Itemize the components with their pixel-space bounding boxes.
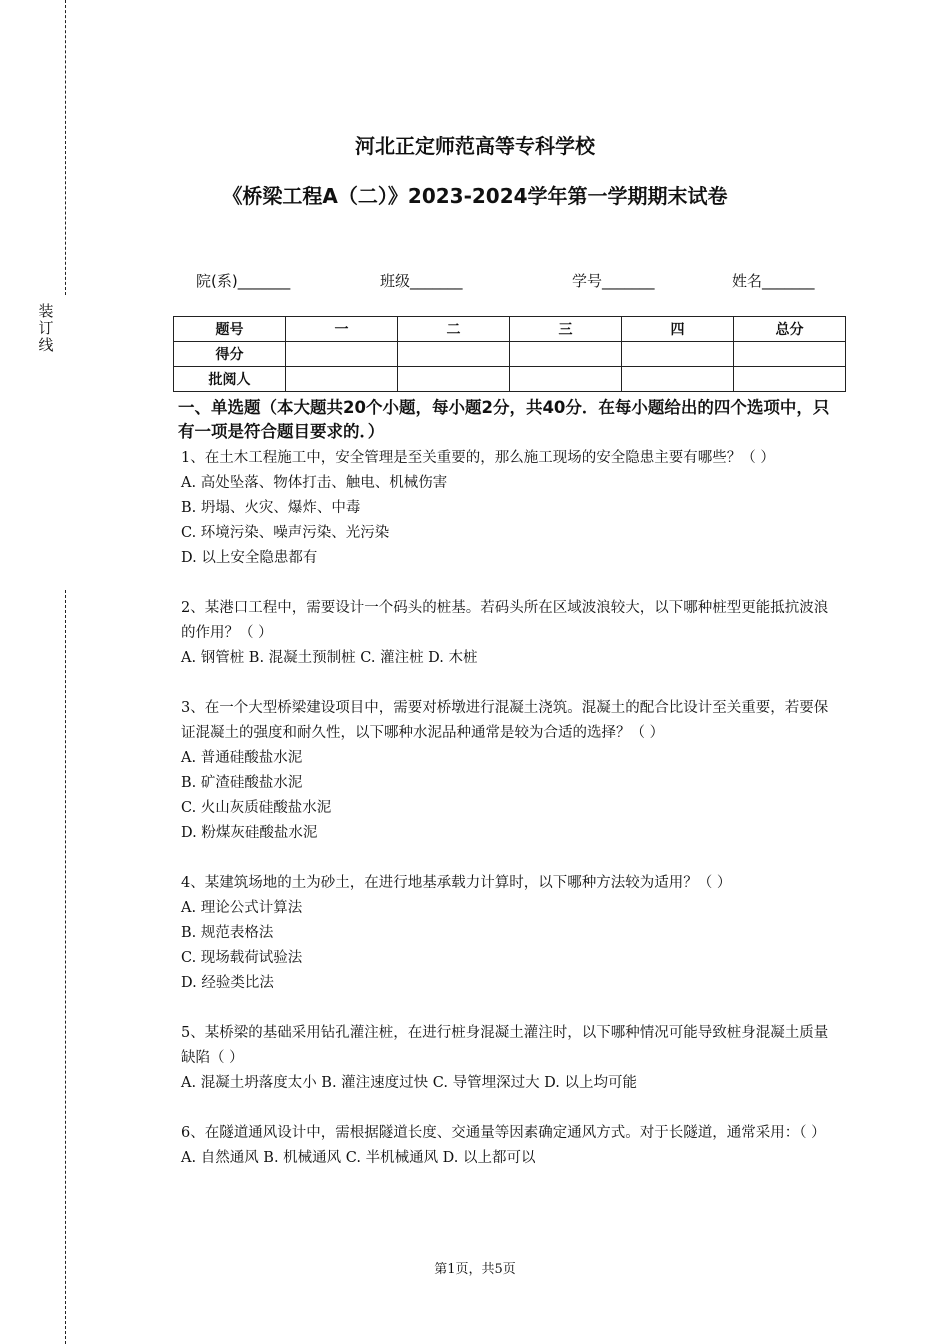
question-stem: 3、在一个大型桥梁建设项目中，需要对桥墩进行混凝土浇筑。混凝土的配合比设计至关重要，若要保证混凝土的强度和耐久性，以下哪种水泥品种通常是较为合适的选择？（ ） bbox=[181, 700, 829, 741]
section-single-choice bbox=[178, 396, 841, 1196]
question-2 bbox=[181, 596, 841, 671]
score-cell bbox=[510, 342, 622, 367]
class-field: 班级_______ bbox=[380, 272, 463, 290]
question-stem: 2、某港口工程中，需要设计一个码头的桩基。若码头所在区域波浪较大，以下哪种桩型更能抵抗波浪的作用？（ ） bbox=[181, 600, 829, 641]
question-5 bbox=[181, 1021, 841, 1096]
section-heading: 一、单选题（本大题共20个小题，每小题2分，共40分．在每小题给出的四个选项中，只有一项是符合题目要求的．） bbox=[178, 398, 830, 441]
grader-cell bbox=[734, 367, 846, 392]
score-cell bbox=[286, 342, 398, 367]
score-table-header: 一 bbox=[286, 317, 398, 342]
score-table-header: 三 bbox=[510, 317, 622, 342]
score-row-label: 得分 bbox=[174, 342, 286, 367]
question-3 bbox=[181, 696, 841, 846]
question-options-inline: A. 自然通风 B. 机械通风 C. 半机械通风 D. 以上都可以 bbox=[181, 1150, 536, 1166]
question-4 bbox=[181, 871, 841, 996]
question-stem: 5、某桥梁的基础采用钻孔灌注桩，在进行桩身混凝土灌注时，以下哪种情况可能导致桩身混凝土质量缺陷（ ） bbox=[181, 1025, 829, 1066]
question-stem: 1、在土木工程施工中，安全管理是至关重要的，那么施工现场的安全隐患主要有哪些？（ ） bbox=[181, 450, 775, 466]
score-cell bbox=[622, 342, 734, 367]
question-option: B. 规范表格法 bbox=[181, 925, 274, 941]
score-table bbox=[173, 316, 846, 392]
exam-title: 《桥梁工程A（二）》2023-2024学年第一学期期末试卷 bbox=[222, 184, 728, 208]
student-id-field: 学号_______ bbox=[572, 272, 655, 290]
grader-cell bbox=[398, 367, 510, 392]
grader-cell bbox=[510, 367, 622, 392]
question-option: A. 高处坠落、物体打击、触电、机械伤害 bbox=[181, 475, 448, 491]
question-stem: 4、某建筑场地的土为砂土，在进行地基承载力计算时，以下哪种方法较为适用？（ ） bbox=[181, 875, 732, 891]
question-option: D. 经验类比法 bbox=[181, 975, 274, 991]
question-option: D. 以上安全隐患都有 bbox=[181, 550, 318, 566]
question-option: C. 火山灰质硅酸盐水泥 bbox=[181, 800, 332, 816]
grader-cell bbox=[622, 367, 734, 392]
question-option: A. 普通硅酸盐水泥 bbox=[181, 750, 303, 766]
question-1 bbox=[181, 446, 841, 571]
question-options-inline: A. 钢管桩 B. 混凝土预制桩 C. 灌注桩 D. 木桩 bbox=[181, 650, 478, 666]
score-cell bbox=[398, 342, 510, 367]
grader-row bbox=[174, 367, 846, 392]
name-field: 姓名_______ bbox=[732, 272, 815, 290]
page-footer: 第1页，共5页 bbox=[434, 1262, 516, 1277]
question-option: B. 坍塌、火灾、爆炸、中毒 bbox=[181, 500, 361, 516]
grader-cell bbox=[286, 367, 398, 392]
score-table-header-row bbox=[174, 317, 846, 342]
score-table-header: 二 bbox=[398, 317, 510, 342]
score-table-header: 题号 bbox=[174, 317, 286, 342]
score-table-header: 四 bbox=[622, 317, 734, 342]
question-option: C. 环境污染、噪声污染、光污染 bbox=[181, 525, 390, 541]
question-options-inline: A. 混凝土坍落度太小 B. 灌注速度过快 C. 导管埋深过大 D. 以上均可能 bbox=[181, 1075, 638, 1091]
department-field: 院(系)_______ bbox=[196, 272, 291, 290]
score-table-header: 总分 bbox=[734, 317, 846, 342]
question-6 bbox=[181, 1121, 841, 1171]
question-option: D. 粉煤灰硅酸盐水泥 bbox=[181, 825, 318, 841]
binding-label: 装订线 bbox=[38, 302, 54, 354]
question-option: B. 矿渣硅酸盐水泥 bbox=[181, 775, 303, 791]
score-cell bbox=[734, 342, 846, 367]
question-option: C. 现场载荷试验法 bbox=[181, 950, 303, 966]
question-option: A. 理论公式计算法 bbox=[181, 900, 303, 916]
grader-row-label: 批阅人 bbox=[174, 367, 286, 392]
binding-dashed-line-bottom bbox=[65, 590, 66, 1344]
score-row bbox=[174, 342, 846, 367]
school-name: 河北正定师范高等专科学校 bbox=[355, 134, 595, 158]
question-stem: 6、在隧道通风设计中，需根据隧道长度、交通量等因素确定通风方式。对于长隧道，通常采用：（ ） bbox=[181, 1125, 826, 1141]
